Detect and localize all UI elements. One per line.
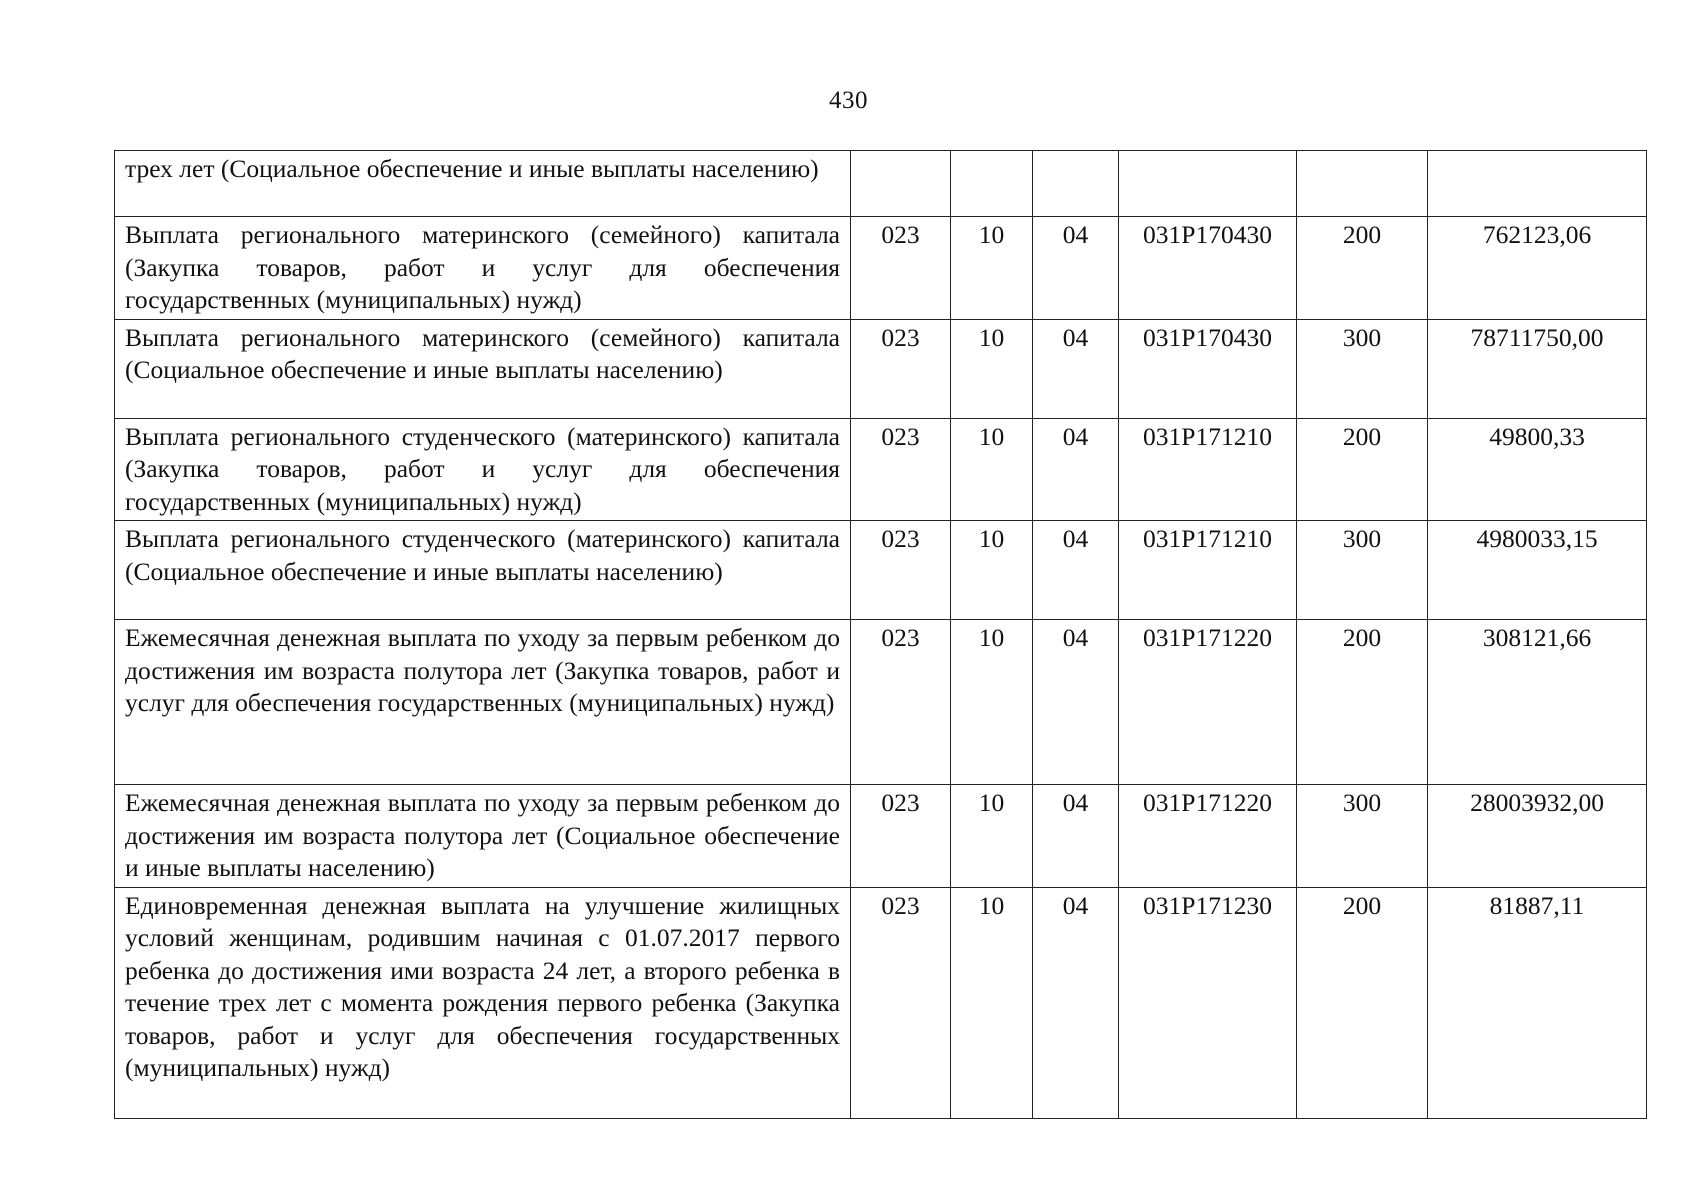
row-amount: 81887,11 xyxy=(1428,887,1647,1118)
row-ministry-code: 023 xyxy=(851,521,951,620)
row-subsection-code: 04 xyxy=(1033,620,1119,785)
row-section-code: 10 xyxy=(951,319,1033,418)
row-expense-type: 300 xyxy=(1297,319,1428,418)
row-expense-type xyxy=(1297,151,1428,217)
row-section-code: 10 xyxy=(951,620,1033,785)
table-row xyxy=(115,418,1647,521)
table-row xyxy=(115,319,1647,418)
row-description: Выплата регионального материнского (семейного) капитала (Социальное обеспечение и иные выплаты населению) xyxy=(115,319,851,418)
row-section-code: 10 xyxy=(951,521,1033,620)
row-subsection-code: 04 xyxy=(1033,319,1119,418)
row-section-code: 10 xyxy=(951,785,1033,888)
row-section-code: 10 xyxy=(951,887,1033,1118)
budget-table-body xyxy=(115,151,1647,1119)
row-ministry-code: 023 xyxy=(851,887,951,1118)
row-subsection-code: 04 xyxy=(1033,887,1119,1118)
row-expense-type: 300 xyxy=(1297,785,1428,888)
row-subsection-code: 04 xyxy=(1033,521,1119,620)
row-ministry-code: 023 xyxy=(851,319,951,418)
row-ministry-code: 023 xyxy=(851,785,951,888)
table-row xyxy=(115,887,1647,1118)
row-expense-type: 200 xyxy=(1297,887,1428,1118)
row-section-code: 10 xyxy=(951,418,1033,521)
row-ministry-code: 023 xyxy=(851,418,951,521)
table-row xyxy=(115,151,1647,217)
row-target-article: 031Р171220 xyxy=(1119,620,1297,785)
row-section-code: 10 xyxy=(951,217,1033,320)
row-section-code xyxy=(951,151,1033,217)
row-target-article: 031Р171220 xyxy=(1119,785,1297,888)
row-target-article: 031Р171230 xyxy=(1119,887,1297,1118)
row-ministry-code: 023 xyxy=(851,620,951,785)
row-subsection-code: 04 xyxy=(1033,785,1119,888)
row-subsection-code: 04 xyxy=(1033,418,1119,521)
table-row xyxy=(115,785,1647,888)
table-row xyxy=(115,217,1647,320)
row-target-article: 031Р171210 xyxy=(1119,521,1297,620)
table-row xyxy=(115,620,1647,785)
row-target-article xyxy=(1119,151,1297,217)
row-subsection-code xyxy=(1033,151,1119,217)
row-ministry-code: 023 xyxy=(851,217,951,320)
page-number: 430 xyxy=(829,87,868,114)
row-description: Ежемесячная денежная выплата по уходу за первым ребенком до достижения им возраста полутора лет (Социальное обеспечение и иные выплаты населению) xyxy=(115,785,851,888)
row-expense-type: 200 xyxy=(1297,620,1428,785)
budget-table xyxy=(114,150,1647,1119)
row-description: Выплата регионального студенческого (материнского) капитала (Закупка товаров, работ и услуг для обеспечения государственных (муниципальных) нужд) xyxy=(115,418,851,521)
row-amount: 49800,33 xyxy=(1428,418,1647,521)
row-amount xyxy=(1428,151,1647,217)
row-description: Ежемесячная денежная выплата по уходу за первым ребенком до достижения им возраста полутора лет (Закупка товаров, работ и услуг для обеспечения государственных (муниципальных) нужд) xyxy=(115,620,851,785)
row-target-article: 031Р170430 xyxy=(1119,319,1297,418)
row-ministry-code xyxy=(851,151,951,217)
row-amount: 308121,66 xyxy=(1428,620,1647,785)
row-amount: 762123,06 xyxy=(1428,217,1647,320)
row-amount: 28003932,00 xyxy=(1428,785,1647,888)
row-target-article: 031Р171210 xyxy=(1119,418,1297,521)
row-target-article: 031Р170430 xyxy=(1119,217,1297,320)
row-amount: 78711750,00 xyxy=(1428,319,1647,418)
row-expense-type: 300 xyxy=(1297,521,1428,620)
table-row xyxy=(115,521,1647,620)
row-amount: 4980033,15 xyxy=(1428,521,1647,620)
row-description: Выплата регионального материнского (семейного) капитала (Закупка товаров, работ и услуг для обеспечения государственных (муниципальных) нужд) xyxy=(115,217,851,320)
row-expense-type: 200 xyxy=(1297,217,1428,320)
row-description: Единовременная денежная выплата на улучшение жилищных условий женщинам, родившим начиная с 01.07.2017 первого ребенка до достижения ими возраста 24 лет, а второго ребенка в течение трех лет с момента рождения первого ребенка (Закупка товаров, работ и услуг для обеспечения государственных (муниципальных) нужд) xyxy=(115,887,851,1118)
row-expense-type: 200 xyxy=(1297,418,1428,521)
row-description: трех лет (Социальное обеспечение и иные выплаты населению) xyxy=(115,151,851,217)
row-description: Выплата регионального студенческого (материнского) капитала (Социальное обеспечение и иные выплаты населению) xyxy=(115,521,851,620)
row-subsection-code: 04 xyxy=(1033,217,1119,320)
